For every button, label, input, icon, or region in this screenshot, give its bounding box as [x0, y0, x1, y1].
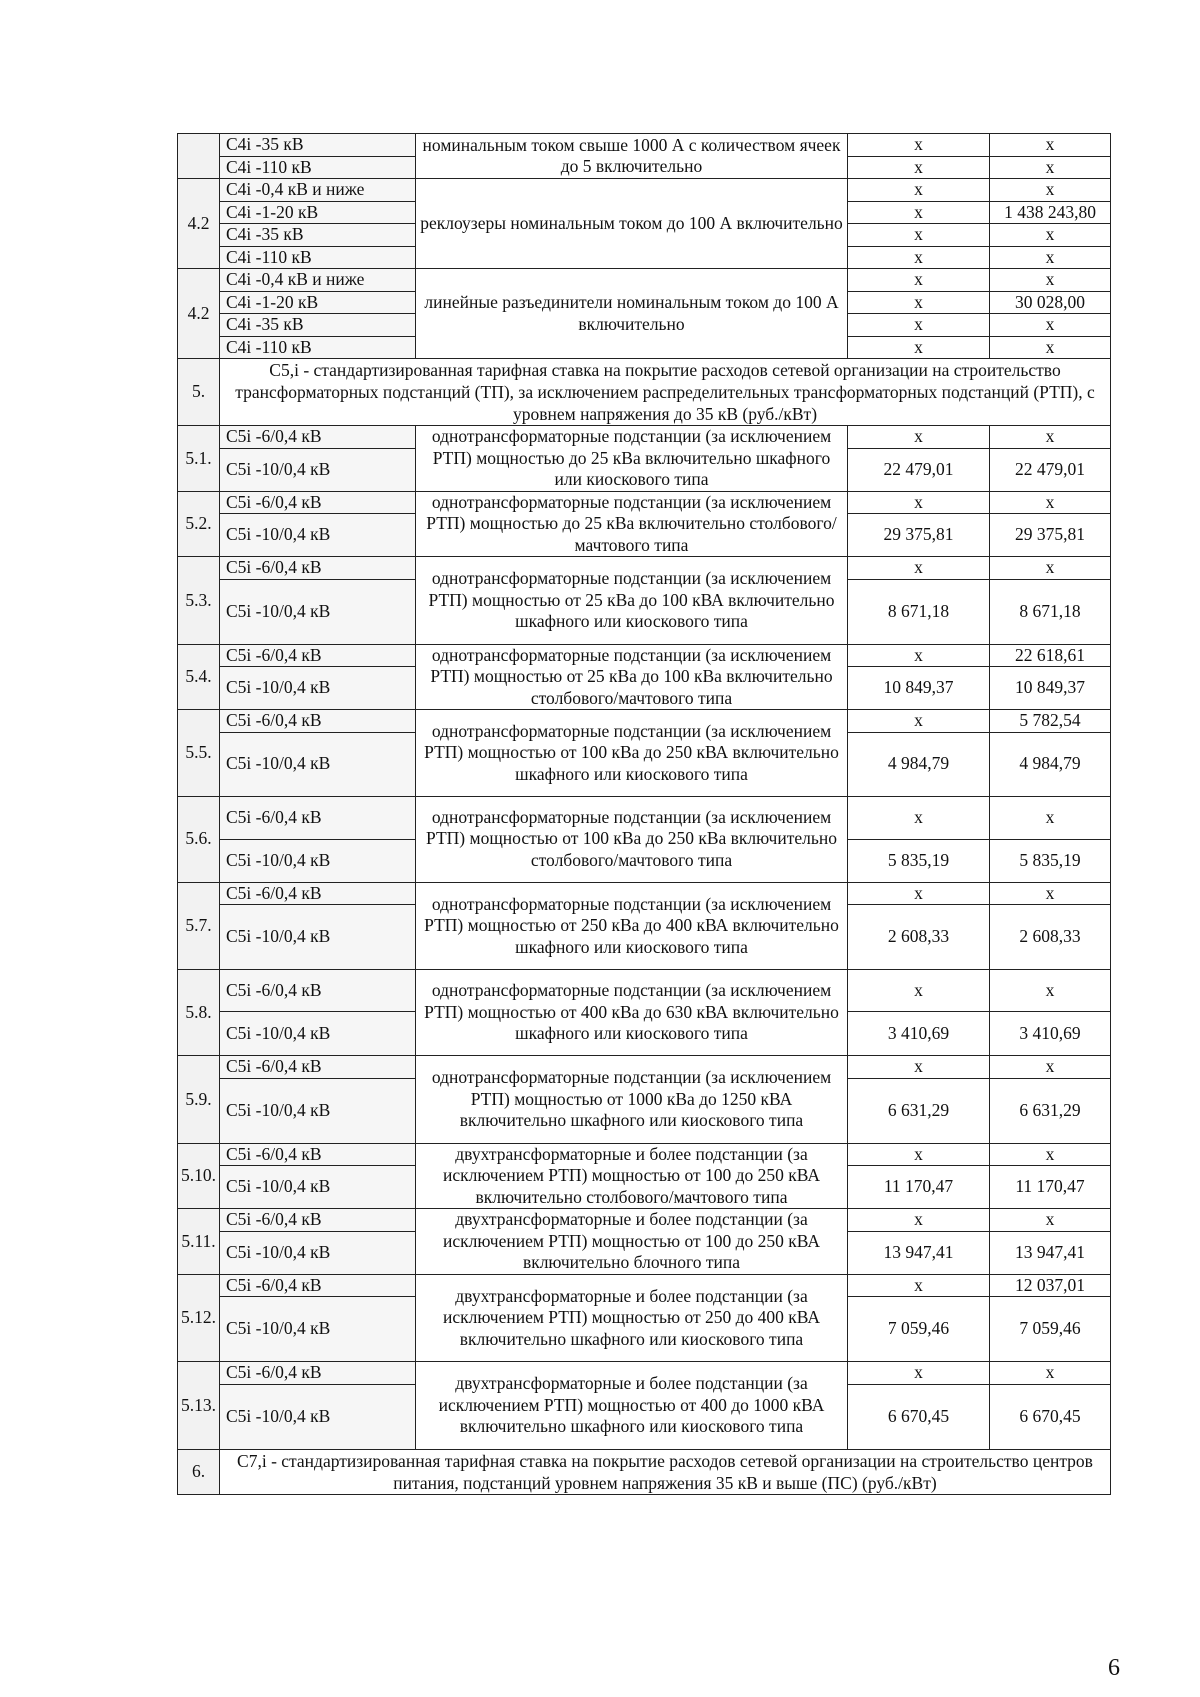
value-cell: х — [990, 314, 1111, 337]
value-cell: х — [848, 1143, 990, 1166]
value-cell: 12 037,01 — [990, 1274, 1111, 1297]
item-number-cell: 5.3. — [178, 557, 220, 645]
item-number-cell: 5.13. — [178, 1362, 220, 1450]
value-cell: 13 947,41 — [848, 1231, 990, 1274]
table-row — [178, 710, 1111, 733]
voltage-code-cell: С5i -6/0,4 кВ — [220, 1209, 416, 1232]
value-cell: 7 059,46 — [848, 1297, 990, 1362]
table-row — [178, 796, 1111, 839]
voltage-code-cell: С5i -6/0,4 кВ — [220, 710, 416, 733]
value-cell: х — [990, 491, 1111, 514]
description-cell: реклоузеры номинальным током до 100 А включительно — [416, 179, 848, 269]
item-number-cell: 4.2 — [178, 269, 220, 359]
voltage-code-cell: С4i -110 кВ — [220, 156, 416, 179]
voltage-code-cell: С5i -6/0,4 кВ — [220, 1143, 416, 1166]
value-cell: х — [848, 269, 990, 292]
value-cell: 3 410,69 — [990, 1012, 1111, 1056]
description-cell: однотрансформаторные подстанции (за исключением РТП) мощностью от 100 кВа до 250 кВА включительно шкафного или киоскового типа — [416, 710, 848, 797]
table-row — [178, 970, 1111, 1012]
value-cell: х — [990, 557, 1111, 580]
value-cell: х — [848, 796, 990, 839]
table-row — [178, 1143, 1111, 1166]
value-cell: 22 479,01 — [848, 448, 990, 491]
voltage-code-cell: С5i -10/0,4 кВ — [220, 905, 416, 970]
description-cell: однотрансформаторные подстанции (за исключением РТП) мощностью от 100 кВа до 250 кВа включительно столбового/мачтового типа — [416, 796, 848, 882]
value-cell: 6 670,45 — [990, 1384, 1111, 1449]
item-number-cell: 5.8. — [178, 970, 220, 1056]
value-cell: х — [848, 557, 990, 580]
value-cell: 3 410,69 — [848, 1012, 990, 1056]
value-cell: х — [990, 269, 1111, 292]
value-cell: х — [848, 710, 990, 733]
value-cell: 5 782,54 — [990, 710, 1111, 733]
value-cell: х — [848, 1362, 990, 1385]
section-title-cell: С5,i - стандартизированная тарифная ставка на покрытие расходов сетевой организации на строительство трансформаторных подстанций (ТП), за исключением распределительных трансформаторных подстанций (РТП), с уровнем напряжения до 35 кВ (руб./кВт) — [220, 359, 1111, 426]
value-cell: 6 631,29 — [990, 1078, 1111, 1143]
table-row — [178, 557, 1111, 580]
voltage-code-cell: С5i -10/0,4 кВ — [220, 732, 416, 796]
value-cell: 29 375,81 — [990, 514, 1111, 557]
description-cell: двухтрансформаторные и более подстанции (за исключением РТП) мощностью от 100 до 250 кВА включительно столбового/мачтового типа — [416, 1143, 848, 1209]
value-cell: 29 375,81 — [848, 514, 990, 557]
voltage-code-cell: С5i -10/0,4 кВ — [220, 1384, 416, 1449]
value-cell: х — [990, 970, 1111, 1012]
item-number-cell: 5.10. — [178, 1143, 220, 1209]
table-row — [178, 644, 1111, 667]
value-cell: х — [848, 644, 990, 667]
description-cell: однотрансформаторные подстанции (за исключением РТП) мощностью до 25 кВа включительно столбового/мачтового типа — [416, 491, 848, 557]
value-cell: х — [990, 134, 1111, 157]
item-number-cell: 5.12. — [178, 1274, 220, 1362]
voltage-code-cell: С5i -6/0,4 кВ — [220, 1362, 416, 1385]
description-cell: двухтрансформаторные и более подстанции (за исключением РТП) мощностью от 100 до 250 кВА включительно блочного типа — [416, 1209, 848, 1275]
description-cell: однотрансформаторные подстанции (за исключением РТП) мощностью до 25 кВа включительно шкафного или киоскового типа — [416, 426, 848, 492]
voltage-code-cell: С5i -6/0,4 кВ — [220, 882, 416, 905]
value-cell: 1 438 243,80 — [990, 201, 1111, 224]
table-row — [178, 882, 1111, 905]
item-number-cell: 5.6. — [178, 796, 220, 882]
item-number-cell — [178, 134, 220, 179]
tariff-rates-table — [177, 133, 1111, 1495]
value-cell: 10 849,37 — [990, 667, 1111, 710]
voltage-code-cell: С5i -6/0,4 кВ — [220, 796, 416, 839]
description-cell: номинальным током свыше 1000 А с количеством ячеек до 5 включительно — [416, 134, 848, 179]
value-cell: х — [990, 796, 1111, 839]
value-cell: 22 479,01 — [990, 448, 1111, 491]
value-cell: х — [848, 882, 990, 905]
table-row — [178, 134, 1111, 157]
voltage-code-cell: С4i -0,4 кВ и ниже — [220, 179, 416, 202]
value-cell: х — [848, 201, 990, 224]
value-cell: х — [990, 179, 1111, 202]
value-cell: 8 671,18 — [848, 579, 990, 644]
table-row — [178, 1274, 1111, 1297]
voltage-code-cell: С4i -1-20 кВ — [220, 201, 416, 224]
value-cell: х — [990, 426, 1111, 449]
section-number-cell: 5. — [178, 359, 220, 426]
value-cell: 4 984,79 — [848, 732, 990, 796]
value-cell: 2 608,33 — [990, 905, 1111, 970]
value-cell: 5 835,19 — [848, 839, 990, 882]
voltage-code-cell: С5i -6/0,4 кВ — [220, 1274, 416, 1297]
value-cell: х — [848, 291, 990, 314]
voltage-code-cell: С5i -10/0,4 кВ — [220, 1166, 416, 1209]
description-cell: двухтрансформаторные и более подстанции (за исключением РТП) мощностью от 250 до 400 кВА включительно шкафного или киоскового типа — [416, 1274, 848, 1362]
voltage-code-cell: С4i -35 кВ — [220, 314, 416, 337]
voltage-code-cell: С5i -10/0,4 кВ — [220, 1012, 416, 1056]
value-cell: х — [990, 1362, 1111, 1385]
value-cell: 8 671,18 — [990, 579, 1111, 644]
voltage-code-cell: С4i -35 кВ — [220, 134, 416, 157]
voltage-code-cell: С4i -35 кВ — [220, 224, 416, 247]
item-number-cell: 5.9. — [178, 1056, 220, 1144]
value-cell: х — [990, 156, 1111, 179]
value-cell: х — [848, 426, 990, 449]
voltage-code-cell: С5i -10/0,4 кВ — [220, 839, 416, 882]
item-number-cell: 4.2 — [178, 179, 220, 269]
item-number-cell: 5.1. — [178, 426, 220, 492]
item-number-cell: 5.2. — [178, 491, 220, 557]
table-row — [178, 269, 1111, 292]
value-cell: х — [848, 134, 990, 157]
value-cell: х — [848, 970, 990, 1012]
value-cell: 2 608,33 — [848, 905, 990, 970]
value-cell: х — [990, 1056, 1111, 1079]
description-cell: однотрансформаторные подстанции (за исключением РТП) мощностью от 400 кВа до 630 кВА включительно шкафного или киоскового типа — [416, 970, 848, 1056]
section-title-cell: С7,i - стандартизированная тарифная ставка на покрытие расходов сетевой организации на строительство центров питания, подстанций уровнем напряжения 35 кВ и выше (ПС) (руб./кВт) — [220, 1449, 1111, 1494]
voltage-code-cell: С4i -1-20 кВ — [220, 291, 416, 314]
voltage-code-cell: С5i -6/0,4 кВ — [220, 491, 416, 514]
value-cell: х — [848, 491, 990, 514]
value-cell: 6 670,45 — [848, 1384, 990, 1449]
description-cell: линейные разъединители номинальным током до 100 А включительно — [416, 269, 848, 359]
voltage-code-cell: С5i -10/0,4 кВ — [220, 667, 416, 710]
page-number: 6 — [1108, 1655, 1120, 1681]
description-cell: однотрансформаторные подстанции (за исключением РТП) мощностью от 25 кВа до 100 кВА включительно шкафного или киоскового типа — [416, 557, 848, 645]
voltage-code-cell: С5i -6/0,4 кВ — [220, 1056, 416, 1079]
item-number-cell: 5.11. — [178, 1209, 220, 1275]
item-number-cell: 5.4. — [178, 644, 220, 710]
value-cell: х — [848, 179, 990, 202]
section-number-cell: 6. — [178, 1449, 220, 1494]
value-cell: х — [848, 246, 990, 269]
voltage-code-cell: С5i -10/0,4 кВ — [220, 579, 416, 644]
value-cell: х — [990, 882, 1111, 905]
voltage-code-cell: С4i -0,4 кВ и ниже — [220, 269, 416, 292]
description-cell: однотрансформаторные подстанции (за исключением РТП) мощностью от 1000 кВа до 1250 кВА включительно шкафного или киоскового типа — [416, 1056, 848, 1144]
voltage-code-cell: С5i -6/0,4 кВ — [220, 970, 416, 1012]
voltage-code-cell: С5i -10/0,4 кВ — [220, 1078, 416, 1143]
voltage-code-cell: С4i -110 кВ — [220, 246, 416, 269]
table-row — [178, 426, 1111, 449]
tariff-rates-table-body — [178, 134, 1111, 1495]
table-row — [178, 1362, 1111, 1385]
value-cell: х — [990, 1209, 1111, 1232]
value-cell: 30 028,00 — [990, 291, 1111, 314]
description-cell: однотрансформаторные подстанции (за исключением РТП) мощностью от 25 кВа до 100 кВа включительно столбового/мачтового типа — [416, 644, 848, 710]
value-cell: 5 835,19 — [990, 839, 1111, 882]
voltage-code-cell: С5i -10/0,4 кВ — [220, 448, 416, 491]
value-cell: х — [990, 246, 1111, 269]
value-cell: 4 984,79 — [990, 732, 1111, 796]
table-row — [178, 491, 1111, 514]
description-cell: двухтрансформаторные и более подстанции (за исключением РТП) мощностью от 400 до 1000 кВА включительно шкафного или киоскового типа — [416, 1362, 848, 1450]
table-row — [178, 1056, 1111, 1079]
item-number-cell: 5.7. — [178, 882, 220, 970]
item-number-cell: 5.5. — [178, 710, 220, 797]
value-cell: х — [848, 1209, 990, 1232]
value-cell: 11 170,47 — [990, 1166, 1111, 1209]
value-cell: 7 059,46 — [990, 1297, 1111, 1362]
value-cell: х — [848, 156, 990, 179]
section-header-row — [178, 359, 1111, 426]
voltage-code-cell: С5i -6/0,4 кВ — [220, 426, 416, 449]
value-cell: х — [848, 1274, 990, 1297]
value-cell: х — [848, 336, 990, 359]
value-cell: х — [848, 224, 990, 247]
voltage-code-cell: С4i -110 кВ — [220, 336, 416, 359]
value-cell: х — [848, 1056, 990, 1079]
value-cell: х — [990, 224, 1111, 247]
value-cell: х — [990, 336, 1111, 359]
value-cell: 13 947,41 — [990, 1231, 1111, 1274]
description-cell: однотрансформаторные подстанции (за исключением РТП) мощностью от 250 кВа до 400 кВА включительно шкафного или киоскового типа — [416, 882, 848, 970]
voltage-code-cell: С5i -10/0,4 кВ — [220, 514, 416, 557]
value-cell: 11 170,47 — [848, 1166, 990, 1209]
value-cell: 10 849,37 — [848, 667, 990, 710]
value-cell: х — [990, 1143, 1111, 1166]
voltage-code-cell: С5i -10/0,4 кВ — [220, 1297, 416, 1362]
value-cell: 22 618,61 — [990, 644, 1111, 667]
table-row — [178, 1209, 1111, 1232]
table-row — [178, 179, 1111, 202]
voltage-code-cell: С5i -6/0,4 кВ — [220, 557, 416, 580]
value-cell: 6 631,29 — [848, 1078, 990, 1143]
section-header-row — [178, 1449, 1111, 1494]
value-cell: х — [848, 314, 990, 337]
voltage-code-cell: С5i -10/0,4 кВ — [220, 1231, 416, 1274]
voltage-code-cell: С5i -6/0,4 кВ — [220, 644, 416, 667]
